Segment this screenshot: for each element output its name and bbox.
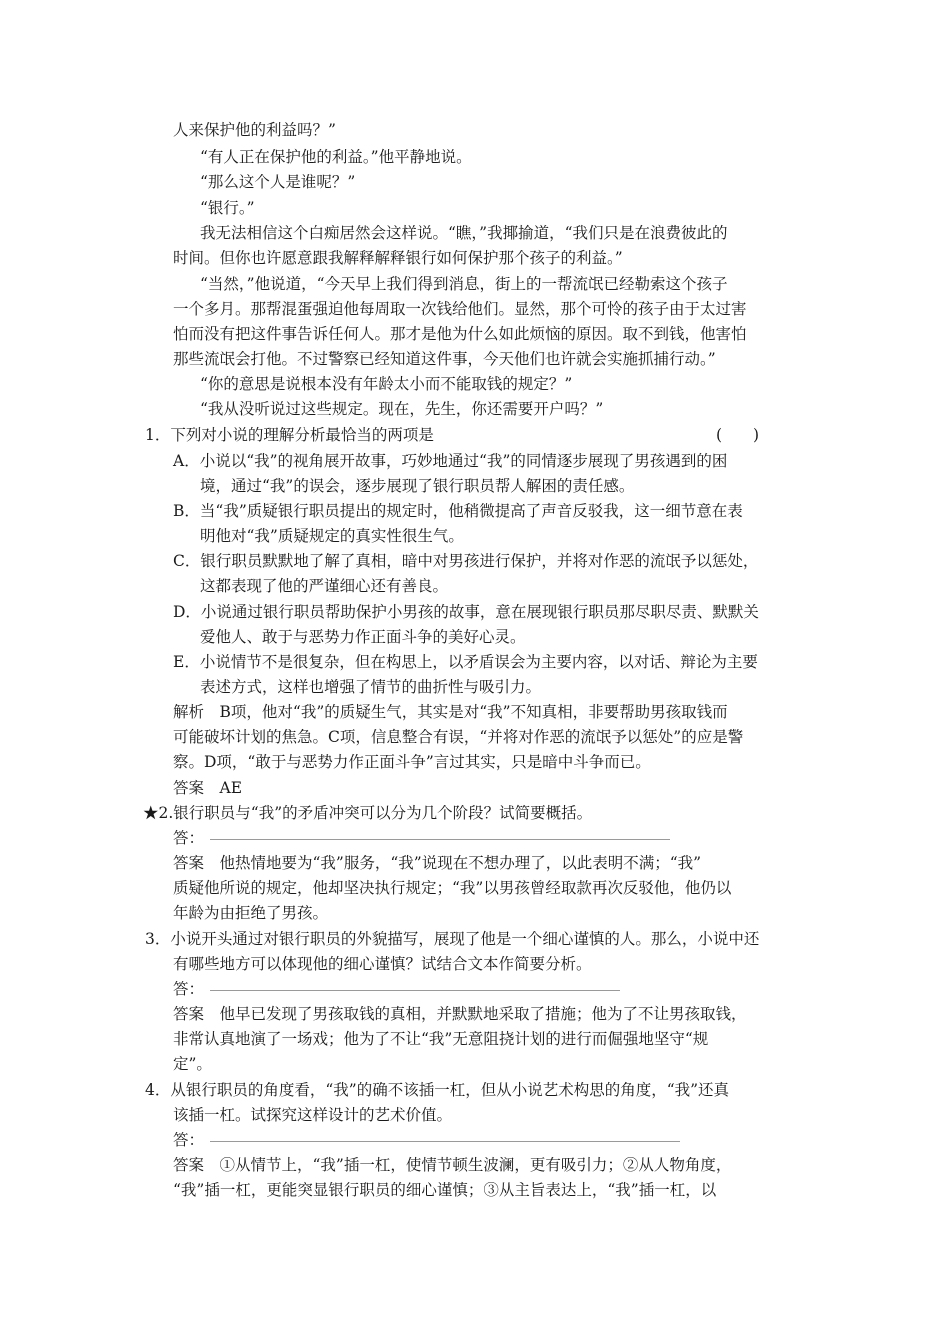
option-b-cont: 明他对“我”质疑规定的真实性很生气。	[200, 527, 464, 545]
answer-line: 答案 他热情地要为“我”服务，“我”说现在不想办理了，以此表明不满；“我”	[173, 854, 702, 872]
answer-label: 答：	[173, 980, 205, 998]
story-line: “有人正在保护他的利益。”他平静地说。	[200, 148, 472, 166]
answer-line: 质疑他所说的规定，他却坚决执行规定；“我”以男孩曾经取款再次反驳他，他仍以	[173, 879, 732, 897]
answer-label: 答：	[173, 829, 205, 847]
story-line: 怕而没有把这件事告诉任何人。那才是他为什么如此烦恼的原因。取不到钱，他害怕	[173, 325, 747, 343]
answer-line: 答案 ①从情节上，“我”插一杠，使情节顿生波澜，更有吸引力；②从人物角度，	[173, 1156, 732, 1174]
option-a-cont: 境，通过“我”的误会，逐步展现了银行职员帮人解困的责任感。	[200, 477, 635, 495]
question-4-stem: 4．从银行职员的角度看，“我”的确不该插一杠，但从小说艺术构思的角度，“我”还真	[145, 1081, 730, 1099]
story-line: “你的意思是说根本没有年龄太小而不能取钱的规定？”	[200, 375, 573, 393]
answer-blank-line	[210, 839, 670, 840]
story-line: 那些流氓会打他。不过警察已经知道这件事，今天他们也许就会实施抓捕行动。”	[173, 350, 716, 368]
question-3-stem: 3．小说开头通过对银行职员的外貌描写，展现了他是一个细心谨慎的人。那么，小说中还	[145, 930, 760, 948]
question-3-stem-cont: 有哪些地方可以体现他的细心谨慎？试结合文本作简要分析。	[173, 955, 592, 973]
question-2-stem: ★2.银行职员与“我”的矛盾冲突可以分为几个阶段？试简要概括。	[143, 804, 593, 822]
option-b: B．当“我”质疑银行职员提出的规定时，他稍微提高了声音反驳我，这一细节意在表	[173, 502, 743, 520]
answer-blank-line	[210, 1141, 680, 1142]
story-line: “当然，”他说道，“今天早上我们得到消息，街上的一帮流氓已经勒索这个孩子	[200, 275, 728, 293]
story-line: “我从没听说过这些规定。现在，先生，你还需要开户吗？”	[200, 400, 604, 418]
answer-line: 定”。	[173, 1055, 212, 1073]
option-c: C．银行职员默默地了解了真相，暗中对男孩进行保护，并将对作恶的流氓予以惩处，	[173, 552, 759, 570]
story-line: 我无法相信这个白痴居然会这样说。“瞧，”我揶揄道，“我们只是在浪费彼此的	[200, 224, 728, 242]
story-line: 时间。但你也许愿意跟我解释解释银行如何保护那个孩子的利益。”	[173, 249, 623, 267]
analysis-line: 可能破坏计划的焦急。C项，信息整合有误，“并将对作恶的流氓予以惩处”的应是警	[173, 728, 744, 746]
option-e: E．小说情节不是很复杂，但在构思上，以矛盾误会为主要内容，以对话、辩论为主要	[173, 653, 758, 671]
option-d-cont: 爱他人、敢于与恶势力作正面斗争的美好心灵。	[200, 628, 526, 646]
option-d: D．小说通过银行职员帮助保护小男孩的故事，意在展现银行职员那尽职尽责、默默关	[173, 603, 759, 621]
answer-line: 非常认真地演了一场戏；他为了不让“我”无意阻挠计划的进行而倔强地坚守“规	[173, 1030, 709, 1048]
option-c-cont: 这都表现了他的严谨细心还有善良。	[200, 577, 449, 595]
option-a: A．小说以“我”的视角展开故事，巧妙地通过“我”的同情逐步展现了男孩遇到的困	[173, 452, 728, 470]
question-1-stem: 1．下列对小说的理解分析最恰当的两项是	[145, 426, 434, 444]
answer-blank-row	[173, 977, 620, 1001]
analysis-line: 察。D项，“敢于与恶势力作正面斗争”言过其实，只是暗中斗争而已。	[173, 753, 651, 771]
story-line: “那么这个人是谁呢？”	[200, 173, 356, 191]
question-4-stem-cont: 该插一杠。试探究这样设计的艺术价值。	[173, 1106, 453, 1124]
answer-line: 年龄为由拒绝了男孩。	[173, 904, 329, 922]
answer-line: 答案 他早已发现了男孩取钱的真相，并默默地采取了措施；他为了不让男孩取钱，	[173, 1005, 747, 1023]
answer-line: “我”插一杠，更能突显银行职员的细心谨慎；③从主旨表达上，“我”插一杠，以	[173, 1181, 717, 1199]
story-line: 一个多月。那帮混蛋强迫他每周取一次钱给他们。显然，那个可怜的孩子由于太过害	[173, 300, 747, 318]
answer-key: 答案 AE	[173, 779, 243, 797]
story-line: 人来保护他的利益吗？”	[173, 121, 336, 139]
answer-blank-row	[173, 826, 670, 850]
option-e-cont: 表述方式，这样也增强了情节的曲折性与吸引力。	[200, 678, 542, 696]
answer-label: 答：	[173, 1131, 205, 1149]
answer-bracket: ( )	[716, 426, 760, 444]
answer-blank-row	[173, 1128, 680, 1152]
analysis-line: 解析 B项，他对“我”的质疑生气，其实是对“我”不知真相，非要帮助男孩取钱而	[173, 703, 728, 721]
story-line: “银行。”	[200, 199, 255, 217]
answer-blank-line	[210, 990, 620, 991]
